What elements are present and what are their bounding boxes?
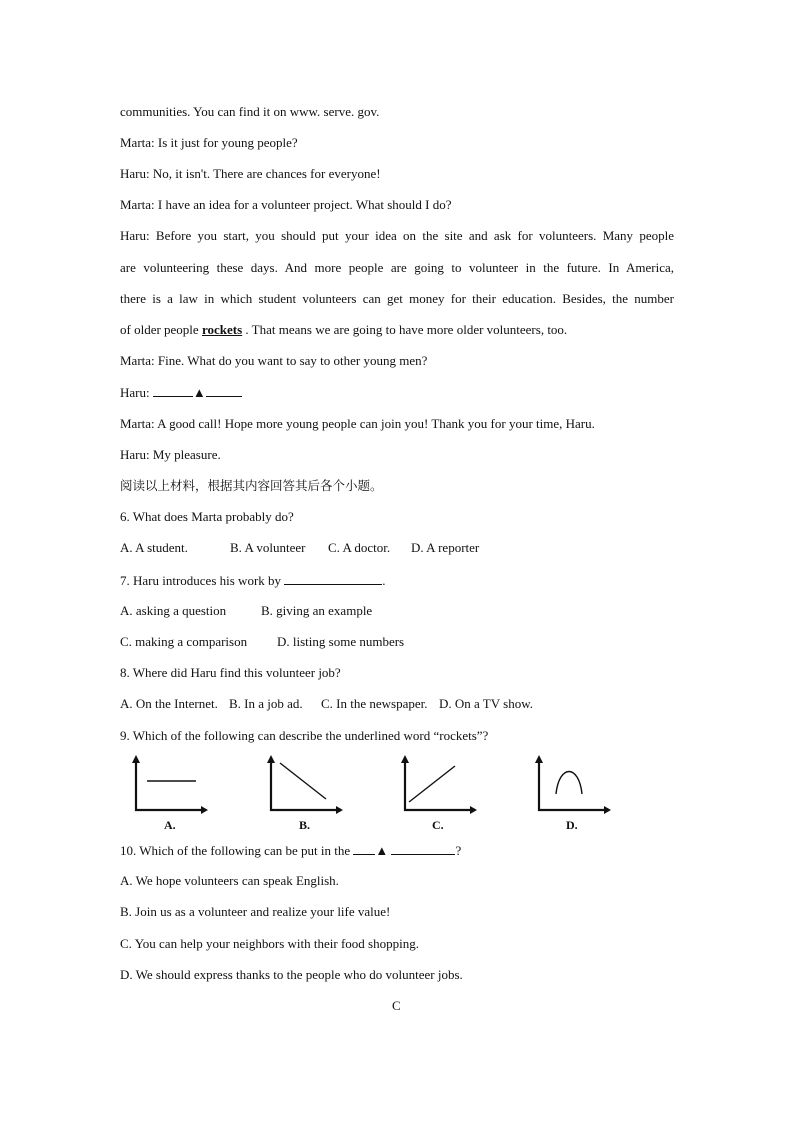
question-text: ? [455, 843, 462, 858]
options-row [120, 696, 533, 712]
options-row [120, 603, 372, 619]
question-stem: 8. Where did Haru find this volunteer job? [120, 665, 341, 680]
dialogue-line: Marta: I have an idea for a volunteer project. What should I do? [120, 197, 452, 212]
option-c: C. A doctor. [328, 540, 391, 555]
axis-arrow [336, 806, 343, 814]
question-text: 7. Haru introduces his work by [120, 573, 285, 588]
axis-arrow [201, 806, 208, 814]
option-c: C. making a comparison [120, 634, 248, 649]
axis-arrow [535, 755, 543, 763]
option-b: B. In a job ad. [229, 696, 303, 711]
graph-label-b: B. [299, 818, 311, 832]
graph-label-a: A. [164, 818, 176, 832]
option-a: A. A student. [120, 540, 188, 555]
graph-axes [539, 758, 609, 810]
answer-blank [153, 384, 193, 397]
option-a: A. We hope volunteers can speak English. [120, 873, 339, 888]
option-d: D. A reporter [411, 540, 480, 555]
option-d: D. On a TV show. [439, 696, 534, 711]
graph-b-falling-line [263, 754, 345, 814]
blank-marker: ▲ [192, 385, 206, 400]
dialogue-line: Haru: My pleasure. [120, 447, 221, 462]
graph-d-arch-curve [531, 754, 613, 814]
option-c: C. In the newspaper. [321, 696, 428, 711]
blank-marker: ▲ [375, 843, 389, 858]
answer-blank [391, 842, 455, 855]
options-row [120, 540, 479, 556]
axis-arrow [470, 806, 477, 814]
dialogue-line: Haru: Before you start, you should put your idea on the site and ask for volunteers. Many people [120, 228, 674, 243]
dialogue-line: are volunteering these days. And more people are going to volunteer in the future. In America, [120, 260, 674, 275]
dialogue-line: communities. You can find it on www. serve. gov. [120, 104, 380, 119]
dialogue-text: Haru: [120, 385, 153, 400]
axis-arrow [132, 755, 140, 763]
answer-blank [353, 842, 375, 855]
dialogue-line: Marta: Is it just for young people? [120, 135, 298, 150]
question-stem [120, 572, 386, 589]
option-b: B. A volunteer [230, 540, 306, 555]
options-row [120, 634, 404, 650]
footer-mark: C [392, 998, 401, 1013]
option-d: D. listing some numbers [277, 634, 405, 649]
question-stem [120, 842, 461, 859]
option-b: B. giving an example [261, 603, 373, 618]
dialogue-line: Marta: Fine. What do you want to say to other young men? [120, 353, 428, 368]
axis-arrow [604, 806, 611, 814]
dialogue-line [120, 322, 567, 338]
option-b: B. Join us as a volunteer and realize your life value! [120, 904, 391, 919]
graph-axes [136, 758, 206, 810]
graph-c-rising-line [397, 754, 479, 814]
dialogue-text: . That means we are going to have more older volunteers, too. [242, 322, 568, 337]
option-d: D. We should express thanks to the people who do volunteer jobs. [120, 967, 463, 982]
dialogue-line [120, 384, 242, 401]
graph-label-c: C. [432, 818, 444, 832]
option-c: C. You can help your neighbors with their food shopping. [120, 936, 419, 951]
dialogue-line: there is a law in which student volunteers can get money for their education. Besides, the number [120, 291, 674, 306]
option-a: A. On the Internet. [120, 696, 218, 711]
graph-axes [405, 758, 475, 810]
dialogue-line: Marta: A good call! Hope more young people can join you! Thank you for your time, Haru. [120, 416, 595, 431]
axis-arrow [267, 755, 275, 763]
trend-line [280, 763, 326, 799]
question-text: 10. Which of the following can be put in the [120, 843, 354, 858]
question-stem: 9. Which of the following can describe the underlined word “rockets”? [120, 728, 489, 743]
question-stem: 6. What does Marta probably do? [120, 509, 294, 524]
answer-blank [284, 572, 382, 585]
axis-arrow [401, 755, 409, 763]
trend-line [409, 766, 455, 802]
dialogue-line: Haru: No, it isn't. There are chances for everyone! [120, 166, 381, 181]
question-text: . [382, 573, 386, 588]
instruction: 阅读以上材料，根据其内容回答其后各个小题。 [120, 478, 383, 493]
graph-label-d: D. [566, 818, 578, 832]
underlined-word-rockets: rockets [201, 322, 243, 337]
trend-curve [556, 772, 582, 795]
graph-a-flat-line [128, 754, 210, 814]
option-a: A. asking a question [120, 603, 227, 618]
dialogue-text: of older people [120, 322, 202, 337]
answer-blank [206, 384, 242, 397]
